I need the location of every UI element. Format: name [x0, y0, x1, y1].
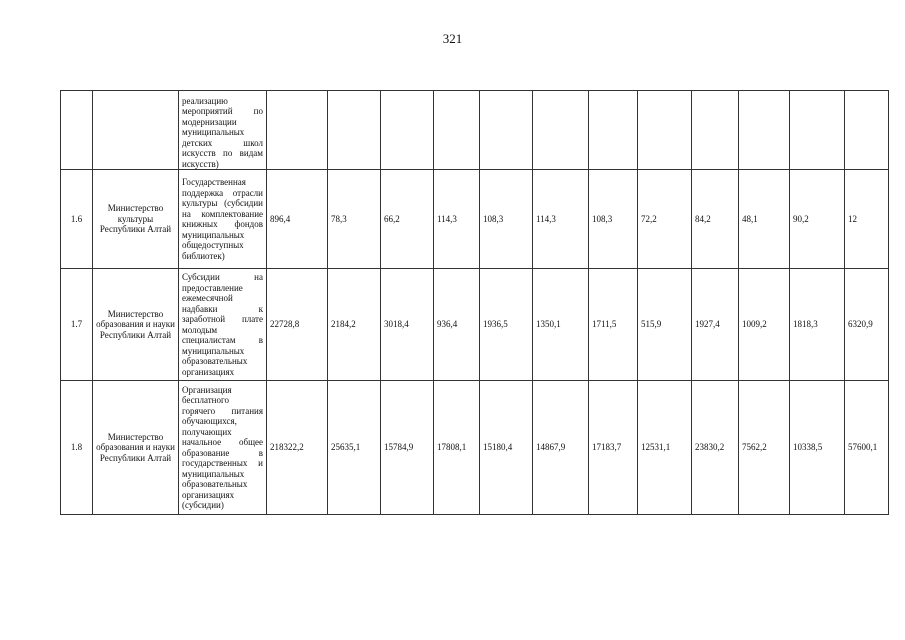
row-number: 1.8 — [61, 381, 93, 515]
value-cell: 6320,9 — [845, 269, 889, 381]
value-cell — [638, 91, 692, 170]
value-cell: 515,9 — [638, 269, 692, 381]
value-cell — [790, 91, 845, 170]
value-cell: 72,2 — [638, 170, 692, 269]
value-cell — [328, 91, 381, 170]
value-cell: 7562,2 — [739, 381, 790, 515]
value-cell: 114,3 — [533, 170, 589, 269]
description-cell: Субсидии на предоставление ежемесячной надбавки к заработной плате молодым специалистам в муниципальных образовательных организациях — [179, 269, 267, 381]
value-cell: 218322,2 — [267, 381, 328, 515]
value-cell: 12531,1 — [638, 381, 692, 515]
value-cell: 23830,2 — [692, 381, 739, 515]
page-number: 321 — [442, 31, 463, 46]
value-cell: 17808,1 — [434, 381, 480, 515]
value-cell: 15784,9 — [381, 381, 434, 515]
value-cell: 25635,1 — [328, 381, 381, 515]
value-cell — [845, 91, 889, 170]
value-cell — [692, 91, 739, 170]
description-cell: реализацию мероприятий по модернизации муниципальных детских школ искусств по видам искусств) — [179, 91, 267, 170]
value-cell: 1711,5 — [589, 269, 638, 381]
value-cell: 936,4 — [434, 269, 480, 381]
table-row — [61, 269, 889, 381]
value-cell: 14867,9 — [533, 381, 589, 515]
value-cell: 15180,4 — [480, 381, 533, 515]
value-cell — [739, 91, 790, 170]
value-cell: 22728,8 — [267, 269, 328, 381]
budget-table — [60, 90, 889, 515]
table-row — [61, 91, 889, 170]
description-cell: Организация бесплатного горячего питания обучающихся, получающих начальное общее образование в государственных и муниципальных образовательных организациях (субсидии) — [179, 381, 267, 515]
value-cell: 1350,1 — [533, 269, 589, 381]
value-cell: 108,3 — [589, 170, 638, 269]
row-number: 1.7 — [61, 269, 93, 381]
table-row — [61, 170, 889, 269]
value-cell: 114,3 — [434, 170, 480, 269]
value-cell: 1009,2 — [739, 269, 790, 381]
value-cell: 108,3 — [480, 170, 533, 269]
value-cell: 2184,2 — [328, 269, 381, 381]
value-cell: 1936,5 — [480, 269, 533, 381]
value-cell — [267, 91, 328, 170]
value-cell: 896,4 — [267, 170, 328, 269]
organization-cell: Министерство образования и науки Республики Алтай — [93, 269, 179, 381]
value-cell: 12 — [845, 170, 889, 269]
value-cell: 66,2 — [381, 170, 434, 269]
value-cell — [480, 91, 533, 170]
organization-cell — [93, 91, 179, 170]
value-cell — [434, 91, 480, 170]
value-cell: 10338,5 — [790, 381, 845, 515]
organization-cell: Министерство образования и науки Республики Алтай — [93, 381, 179, 515]
value-cell: 90,2 — [790, 170, 845, 269]
value-cell: 3018,4 — [381, 269, 434, 381]
value-cell — [533, 91, 589, 170]
value-cell — [381, 91, 434, 170]
value-cell: 78,3 — [328, 170, 381, 269]
value-cell: 1818,3 — [790, 269, 845, 381]
table-row — [61, 381, 889, 515]
organization-cell: Министерство культуры Республики Алтай — [93, 170, 179, 269]
value-cell: 17183,7 — [589, 381, 638, 515]
value-cell: 48,1 — [739, 170, 790, 269]
value-cell: 1927,4 — [692, 269, 739, 381]
row-number — [61, 91, 93, 170]
description-cell: Государственная поддержка отрасли культуры (субсидии на комплектование книжных фондов муниципальных общедоступных библиотек) — [179, 170, 267, 269]
value-cell: 84,2 — [692, 170, 739, 269]
row-number: 1.6 — [61, 170, 93, 269]
value-cell — [589, 91, 638, 170]
value-cell: 57600,1 — [845, 381, 889, 515]
